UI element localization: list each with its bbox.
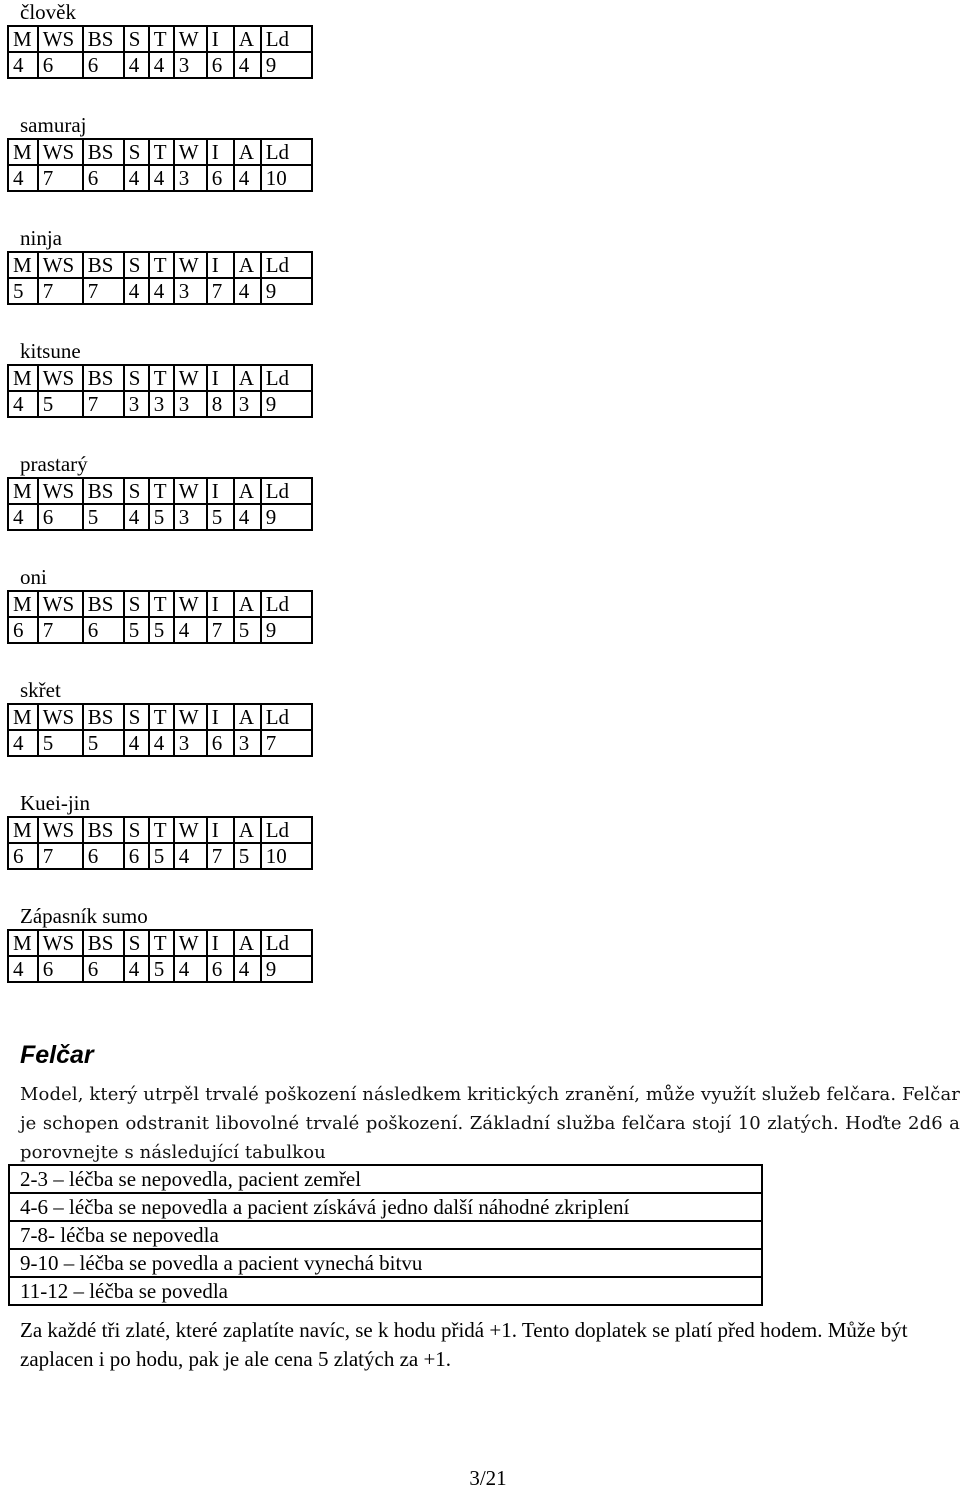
stat-value-cell: 4 xyxy=(124,730,149,756)
race-name: Kuei-jin xyxy=(20,791,90,815)
stat-header-row xyxy=(8,930,312,956)
stat-header-cell: BS xyxy=(83,252,124,278)
stat-value-cell: 4 xyxy=(174,843,207,869)
stat-header-cell: WS xyxy=(38,365,83,391)
stat-value-cell: 7 xyxy=(207,617,234,643)
stat-value-cell: 4 xyxy=(149,730,174,756)
stat-header-cell: M xyxy=(8,591,38,617)
stat-header-cell: W xyxy=(174,930,207,956)
stat-header-cell: A xyxy=(234,704,261,730)
stat-header-cell: Ld xyxy=(261,139,312,165)
stat-header-cell: A xyxy=(234,930,261,956)
stat-value-cell: 6 xyxy=(207,52,234,78)
stat-header-cell: WS xyxy=(38,817,83,843)
stat-header-cell: A xyxy=(234,139,261,165)
stat-value-cell: 6 xyxy=(207,956,234,982)
race-stat-table xyxy=(7,138,313,192)
stat-header-cell: A xyxy=(234,26,261,52)
stat-header-cell: BS xyxy=(83,26,124,52)
stat-header-cell: A xyxy=(234,252,261,278)
stat-value-cell: 9 xyxy=(261,278,312,304)
stat-value-cell: 3 xyxy=(174,165,207,191)
stat-header-cell: I xyxy=(207,26,234,52)
stat-value-cell: 6 xyxy=(8,617,38,643)
stat-value-cell: 9 xyxy=(261,52,312,78)
stat-value-cell: 6 xyxy=(207,730,234,756)
stat-header-row xyxy=(8,252,312,278)
stat-value-cell: 4 xyxy=(8,165,38,191)
stat-header-cell: M xyxy=(8,704,38,730)
race-name: Zápasník sumo xyxy=(20,904,148,928)
stat-value-cell: 6 xyxy=(83,52,124,78)
stat-value-cell: 4 xyxy=(8,956,38,982)
stat-header-cell: T xyxy=(149,704,174,730)
stat-header-cell: I xyxy=(207,930,234,956)
stat-header-cell: W xyxy=(174,139,207,165)
stat-value-cell: 5 xyxy=(207,504,234,530)
stat-value-cell: 4 xyxy=(149,52,174,78)
stat-header-cell: T xyxy=(149,26,174,52)
stat-header-cell: M xyxy=(8,252,38,278)
stat-value-row xyxy=(8,843,312,869)
stat-header-cell: T xyxy=(149,930,174,956)
stat-value-cell: 5 xyxy=(149,504,174,530)
table-row xyxy=(9,1249,762,1277)
stat-value-cell: 3 xyxy=(174,52,207,78)
stat-value-cell: 6 xyxy=(8,843,38,869)
stat-header-cell: M xyxy=(8,26,38,52)
stat-header-cell: I xyxy=(207,252,234,278)
stat-value-cell: 9 xyxy=(261,391,312,417)
stat-value-cell: 4 xyxy=(124,278,149,304)
felcar-note: Za každé tři zlaté, které zaplatíte navíc, se k hodu přidá +1. Tento doplatek se platí před hodem. Může být zaplacen i po hodu, pak je ale cena 5 zlatých za +1. xyxy=(20,1318,908,1371)
stat-value-row xyxy=(8,278,312,304)
stat-value-cell: 3 xyxy=(174,730,207,756)
stat-value-cell: 5 xyxy=(149,956,174,982)
stat-value-cell: 4 xyxy=(124,52,149,78)
stat-value-cell: 3 xyxy=(174,278,207,304)
stat-header-cell: Ld xyxy=(261,365,312,391)
stat-header-cell: M xyxy=(8,365,38,391)
stat-value-cell: 7 xyxy=(38,165,83,191)
stat-header-cell: WS xyxy=(38,26,83,52)
stat-value-row xyxy=(8,52,312,78)
section-heading-felcar: Felčar xyxy=(20,1041,94,1069)
stat-header-cell: BS xyxy=(83,139,124,165)
stat-header-cell: BS xyxy=(83,365,124,391)
result-cell: 7-8- léčba se nepovedla xyxy=(9,1221,762,1249)
race-stat-table xyxy=(7,816,313,870)
stat-value-cell: 6 xyxy=(83,843,124,869)
stat-value-cell: 3 xyxy=(174,391,207,417)
stat-value-cell: 7 xyxy=(83,278,124,304)
stat-header-cell: A xyxy=(234,365,261,391)
stat-value-cell: 4 xyxy=(174,617,207,643)
stat-value-cell: 4 xyxy=(124,504,149,530)
stat-header-cell: I xyxy=(207,591,234,617)
race-name: skřet xyxy=(20,678,61,702)
stat-value-cell: 5 xyxy=(38,730,83,756)
stat-value-cell: 3 xyxy=(124,391,149,417)
stat-value-cell: 6 xyxy=(38,956,83,982)
stat-header-row xyxy=(8,139,312,165)
table-row xyxy=(9,1277,762,1305)
stat-header-cell: S xyxy=(124,930,149,956)
stat-value-cell: 3 xyxy=(234,391,261,417)
stat-header-cell: Ld xyxy=(261,817,312,843)
stat-header-cell: Ld xyxy=(261,704,312,730)
stat-value-cell: 4 xyxy=(8,52,38,78)
stat-value-cell: 7 xyxy=(83,391,124,417)
stat-value-row xyxy=(8,730,312,756)
felcar-description-text: Model, který utrpěl trvalé poškození následkem kritických zranění, může využít služeb felčara. Felčar je schopen odstranit libovolné trvalé poškození. Základní služba felčara stojí 10 zlatých. xyxy=(20,1084,960,1134)
table-row xyxy=(9,1165,762,1193)
stat-header-cell: M xyxy=(8,139,38,165)
stat-header-cell: T xyxy=(149,365,174,391)
felcar-result-table xyxy=(8,1164,763,1306)
stat-header-row xyxy=(8,365,312,391)
stat-value-cell: 4 xyxy=(234,504,261,530)
stat-header-cell: A xyxy=(234,591,261,617)
stat-header-cell: BS xyxy=(83,930,124,956)
stat-header-cell: M xyxy=(8,817,38,843)
stat-header-cell: W xyxy=(174,591,207,617)
stat-value-cell: 7 xyxy=(207,278,234,304)
stat-value-row xyxy=(8,391,312,417)
stat-header-cell: WS xyxy=(38,930,83,956)
stat-header-cell: Ld xyxy=(261,252,312,278)
stat-value-cell: 4 xyxy=(234,165,261,191)
stat-value-cell: 3 xyxy=(149,391,174,417)
stat-value-cell: 5 xyxy=(83,730,124,756)
race-stat-table xyxy=(7,590,313,644)
stat-header-cell: S xyxy=(124,26,149,52)
stat-value-cell: 3 xyxy=(174,504,207,530)
stat-header-cell: S xyxy=(124,704,149,730)
stat-header-row xyxy=(8,26,312,52)
stat-value-cell: 5 xyxy=(149,617,174,643)
stat-value-cell: 4 xyxy=(124,956,149,982)
stat-value-cell: 9 xyxy=(261,956,312,982)
stat-value-cell: 5 xyxy=(38,391,83,417)
stat-header-cell: WS xyxy=(38,478,83,504)
table-row xyxy=(9,1221,762,1249)
stat-value-cell: 9 xyxy=(261,504,312,530)
race-stat-table xyxy=(7,251,313,305)
stat-header-cell: I xyxy=(207,704,234,730)
stat-value-cell: 6 xyxy=(83,617,124,643)
stat-header-cell: W xyxy=(174,817,207,843)
stat-header-cell: A xyxy=(234,817,261,843)
stat-value-cell: 5 xyxy=(124,617,149,643)
stat-header-cell: I xyxy=(207,139,234,165)
stat-value-cell: 4 xyxy=(149,278,174,304)
stat-header-cell: I xyxy=(207,365,234,391)
stat-value-cell: 4 xyxy=(8,391,38,417)
stat-header-row xyxy=(8,704,312,730)
stat-value-cell: 6 xyxy=(83,165,124,191)
stat-header-cell: BS xyxy=(83,591,124,617)
stat-header-cell: Ld xyxy=(261,26,312,52)
stat-header-cell: WS xyxy=(38,704,83,730)
stat-header-cell: Ld xyxy=(261,478,312,504)
stat-header-cell: T xyxy=(149,478,174,504)
stat-header-cell: M xyxy=(8,478,38,504)
stat-header-cell: BS xyxy=(83,478,124,504)
stat-header-cell: S xyxy=(124,139,149,165)
result-cell: 11-12 – léčba se povedla xyxy=(9,1277,762,1305)
race-stat-table xyxy=(7,477,313,531)
stat-header-cell: WS xyxy=(38,252,83,278)
stat-value-cell: 5 xyxy=(234,843,261,869)
stat-header-cell: S xyxy=(124,365,149,391)
stat-value-cell: 10 xyxy=(261,843,312,869)
stat-header-cell: T xyxy=(149,252,174,278)
race-stat-table xyxy=(7,25,313,79)
stat-header-cell: W xyxy=(174,704,207,730)
stat-header-cell: T xyxy=(149,139,174,165)
result-cell: 4-6 – léčba se nepovedla a pacient získává jedno další náhodné zkriplení xyxy=(9,1193,762,1221)
table-row xyxy=(9,1193,762,1221)
stat-header-cell: BS xyxy=(83,817,124,843)
stat-header-cell: Ld xyxy=(261,591,312,617)
stat-header-row xyxy=(8,478,312,504)
stat-value-cell: 5 xyxy=(8,278,38,304)
stat-value-row xyxy=(8,165,312,191)
stat-header-cell: S xyxy=(124,252,149,278)
stat-header-cell: WS xyxy=(38,139,83,165)
stat-header-cell: W xyxy=(174,26,207,52)
stat-header-cell: T xyxy=(149,591,174,617)
stat-value-cell: 4 xyxy=(8,504,38,530)
race-name: samuraj xyxy=(20,113,87,137)
stat-value-cell: 6 xyxy=(83,956,124,982)
stat-value-row xyxy=(8,617,312,643)
stat-value-cell: 7 xyxy=(261,730,312,756)
stat-value-row xyxy=(8,956,312,982)
stat-value-cell: 5 xyxy=(149,843,174,869)
stat-value-cell: 5 xyxy=(234,617,261,643)
race-stat-table xyxy=(7,364,313,418)
race-name: prastarý xyxy=(20,452,88,476)
stat-header-row xyxy=(8,817,312,843)
race-stat-table xyxy=(7,929,313,983)
stat-value-cell: 4 xyxy=(234,52,261,78)
stat-header-cell: BS xyxy=(83,704,124,730)
race-stat-table xyxy=(7,703,313,757)
stat-value-cell: 4 xyxy=(174,956,207,982)
stat-value-cell: 5 xyxy=(83,504,124,530)
stat-header-row xyxy=(8,591,312,617)
result-cell: 2-3 – léčba se nepovedla, pacient zemřel xyxy=(9,1165,762,1193)
stat-value-cell: 4 xyxy=(234,278,261,304)
stat-value-cell: 3 xyxy=(234,730,261,756)
stat-value-cell: 10 xyxy=(261,165,312,191)
race-name: oni xyxy=(20,565,47,589)
stat-header-cell: I xyxy=(207,478,234,504)
race-name: člověk xyxy=(20,0,76,24)
stat-value-cell: 4 xyxy=(234,956,261,982)
stat-value-cell: 6 xyxy=(38,52,83,78)
stat-value-cell: 6 xyxy=(38,504,83,530)
stat-value-cell: 9 xyxy=(261,617,312,643)
stat-value-cell: 7 xyxy=(207,843,234,869)
stat-header-cell: W xyxy=(174,365,207,391)
stat-header-cell: S xyxy=(124,478,149,504)
stat-header-cell: S xyxy=(124,817,149,843)
race-name: ninja xyxy=(20,226,62,250)
page-footer xyxy=(0,1466,960,1490)
result-cell: 9-10 – léčba se povedla a pacient vynechá bitvu xyxy=(9,1249,762,1277)
stat-value-row xyxy=(8,504,312,530)
stat-value-cell: 4 xyxy=(149,165,174,191)
stat-header-cell: S xyxy=(124,591,149,617)
stat-value-cell: 4 xyxy=(8,730,38,756)
felcar-description-roll: Hoďte 2d6 a porovnejte s následující tabulkou xyxy=(20,1113,960,1163)
stat-header-cell: T xyxy=(149,817,174,843)
stat-value-cell: 7 xyxy=(38,278,83,304)
race-name: kitsune xyxy=(20,339,81,363)
stat-value-cell: 7 xyxy=(38,843,83,869)
stat-header-cell: A xyxy=(234,478,261,504)
stat-header-cell: W xyxy=(174,252,207,278)
stat-header-cell: WS xyxy=(38,591,83,617)
stat-header-cell: I xyxy=(207,817,234,843)
felcar-description xyxy=(20,1080,960,1167)
stat-value-cell: 7 xyxy=(38,617,83,643)
stat-value-cell: 4 xyxy=(124,165,149,191)
stat-header-cell: M xyxy=(8,930,38,956)
stat-value-cell: 8 xyxy=(207,391,234,417)
stat-value-cell: 6 xyxy=(207,165,234,191)
page-number: 3/21 xyxy=(469,1466,507,1490)
stat-header-cell: W xyxy=(174,478,207,504)
stat-value-cell: 6 xyxy=(124,843,149,869)
stat-header-cell: Ld xyxy=(261,930,312,956)
